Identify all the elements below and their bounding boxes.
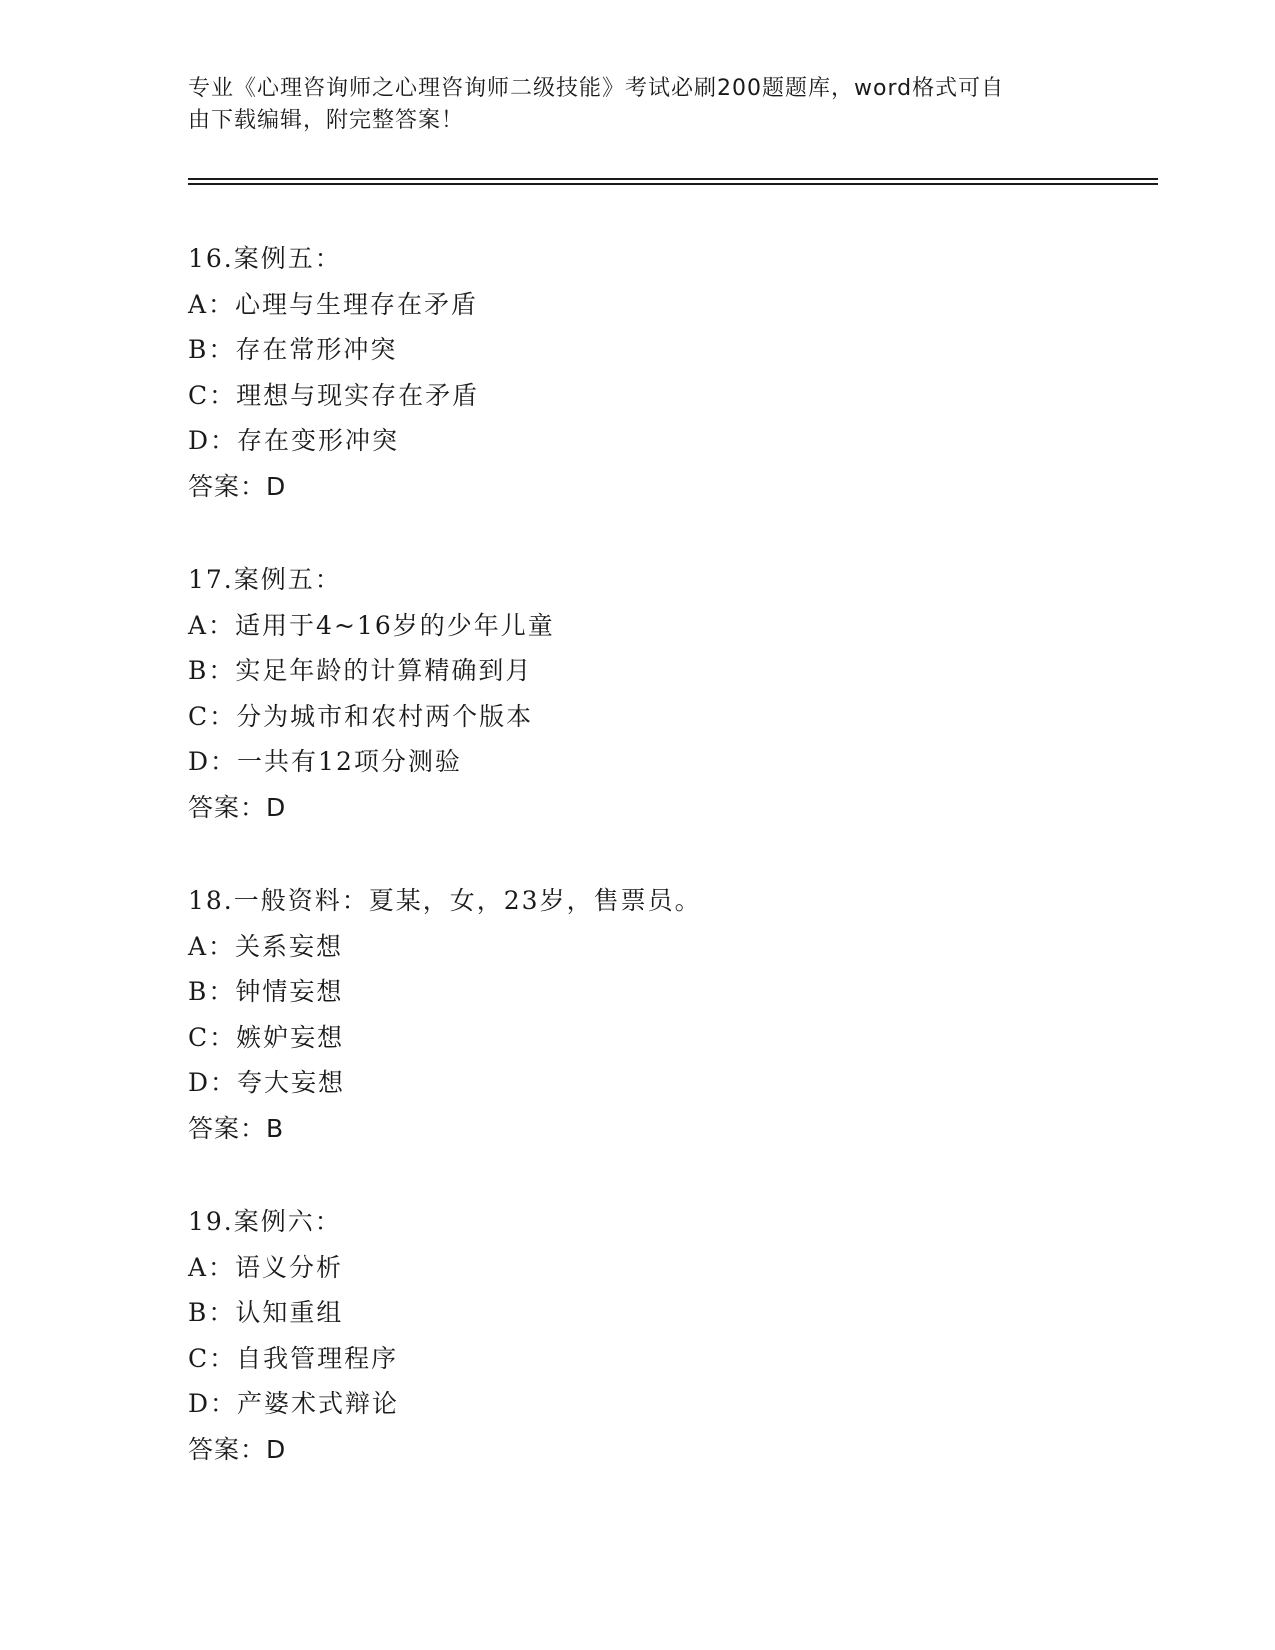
question-title: 19.案例六： <box>188 1207 342 1236</box>
option-c: C：分为城市和农村两个版本 <box>188 701 534 731</box>
answer-label: 答案：B <box>188 1113 285 1143</box>
option-b: B：实足年龄的计算精确到月 <box>188 656 533 685</box>
answer-label: 答案：D <box>188 792 287 822</box>
option-a: A：适用于4~16岁的少年儿童 <box>188 610 555 640</box>
question-list <box>188 236 1138 1520</box>
header-divider-bottom <box>188 183 1158 185</box>
option-d: D：一共有12项分测验 <box>188 747 462 776</box>
option-a: A：语义分析 <box>188 1252 344 1282</box>
question-title: 16.案例五： <box>188 244 342 273</box>
option-c: C：自我管理程序 <box>188 1343 399 1373</box>
option-b: B：钟情妄想 <box>188 977 344 1006</box>
option-c: C：理想与现实存在矛盾 <box>188 380 480 410</box>
answer-label: 答案：D <box>188 471 287 501</box>
header-divider-top <box>188 178 1158 180</box>
document-header <box>188 73 1088 137</box>
option-a: A：心理与生理存在矛盾 <box>188 289 479 319</box>
question-title: 18.一般资料：夏某，女，23岁，售票员。 <box>188 886 702 915</box>
option-c: C：嫉妒妄想 <box>188 1022 345 1052</box>
header-line-1: 专业《心理咨询师之心理咨询师二级技能》考试必刷200题题库，word格式可自 <box>188 76 1005 101</box>
option-d: D：产婆术式辩论 <box>188 1389 400 1418</box>
question-title: 17.案例五： <box>188 565 342 594</box>
option-b: B：认知重组 <box>188 1298 344 1327</box>
question-16 <box>188 236 1138 509</box>
question-17 <box>188 557 1138 830</box>
option-a: A：关系妄想 <box>188 931 344 961</box>
option-d: D：存在变形冲突 <box>188 426 400 455</box>
option-d: D：夸大妄想 <box>188 1068 346 1097</box>
question-19 <box>188 1199 1138 1472</box>
option-b: B：存在常形冲突 <box>188 335 398 364</box>
answer-label: 答案：D <box>188 1434 287 1464</box>
question-18 <box>188 878 1138 1151</box>
header-line-2: 由下载编辑，附完整答案！ <box>188 108 465 133</box>
